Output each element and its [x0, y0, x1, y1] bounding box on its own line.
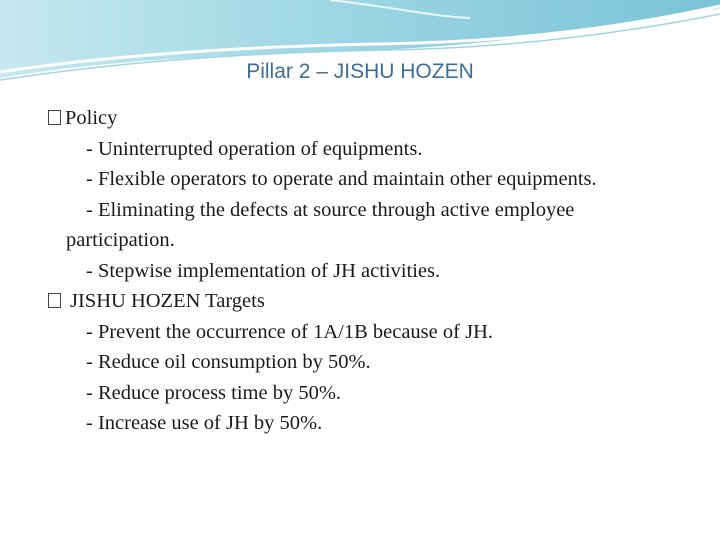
policy-item: - Uninterrupted operation of equipments.	[86, 137, 423, 160]
section-heading-label: Policy	[65, 107, 118, 129]
section-heading-policy	[48, 103, 688, 134]
policy-item: - Eliminating the defects at source through active employee participation.	[66, 198, 575, 251]
slide-content	[48, 103, 688, 439]
missing-glyph-box-icon	[48, 110, 61, 125]
policy-item: - Flexible operators to operate and maintain other equipments.	[86, 168, 597, 190]
target-item: - Reduce oil consumption by 50%.	[86, 351, 371, 373]
missing-glyph-box-icon	[48, 293, 61, 308]
target-item: - Reduce process time by 50%.	[86, 381, 342, 404]
policy-item: - Stepwise implementation of JH activities.	[86, 259, 441, 282]
target-item: - Prevent the occurrence of 1A/1B because of JH.	[86, 320, 493, 343]
section-heading-targets	[48, 286, 688, 317]
target-item: - Increase use of JH by 50%.	[86, 412, 323, 434]
slide-title: Pillar 2 – JISHU HOZEN	[246, 60, 474, 83]
section-heading-label: JISHU HOZEN Targets	[70, 290, 265, 312]
